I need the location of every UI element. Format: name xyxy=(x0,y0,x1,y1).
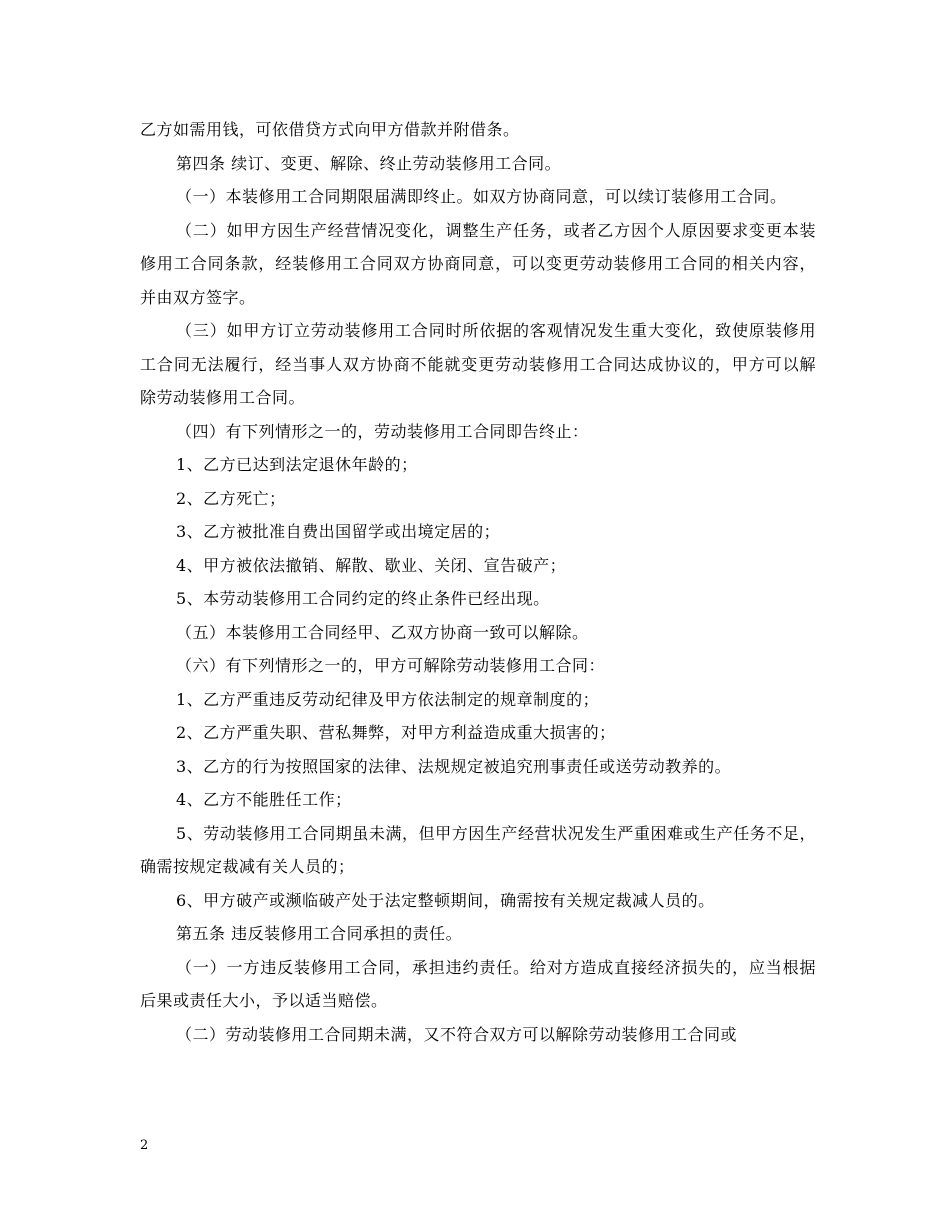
paragraph: （四）有下列情形之一的，劳动装修用工合同即告终止： xyxy=(176,421,589,441)
list-item: 6、甲方破产或濒临破产处于法定整顿期间，确需按有关规定裁减人员的。 xyxy=(176,890,715,910)
list-item: 3、乙方被批准自费出国留学或出境定居的； xyxy=(176,522,501,541)
paragraph: （一）一方违反装修用工合同，承担违约责任。给对方造成直接经济损失的，应当根据后果或责任大小，予以适当赔偿。 xyxy=(140,957,816,1010)
list-item: 5、劳动装修用工合同期虽未满，但甲方因生产经营状况发生严重困难或生产任务不足，确需按规定裁减有关人员的； xyxy=(140,823,816,876)
paragraph: （二）如甲方因生产经营情况变化，调整生产任务，或者乙方因个人原因要求变更本装修用工合同条款，经装修用工合同双方协商同意，可以变更劳动装修用工合同的相关内容，并由双方签字。 xyxy=(140,220,816,307)
list-item: 5、本劳动装修用工合同约定的终止条件已经出现。 xyxy=(176,589,550,608)
paragraph: 乙方如需用钱，可依借贷方式向甲方借款并附借条。 xyxy=(140,120,520,139)
list-item: 4、甲方被依法撤销、解散、歇业、关闭、宣告破产； xyxy=(176,555,567,575)
list-item: 1、乙方严重违反劳动纪律及甲方依法制定的规章制度的； xyxy=(176,689,600,709)
paragraph: （二）劳动装修用工合同期未满，又不符合双方可以解除劳动装修用工合同或 xyxy=(176,1024,738,1044)
paragraph: （三）如甲方订立劳动装修用工合同时所依据的客观情况发生重大变化，致使原装修用工合同无法履行，经当事人双方协商不能就变更劳动装修用工合同达成协议的，甲方可以解除劳动装修用工合同。 xyxy=(140,321,816,407)
paragraph: （一）本装修用工合同期限届满即终止。如双方协商同意，可以续订装修用工合同。 xyxy=(176,187,787,206)
document-body xyxy=(140,113,816,1051)
list-item: 4、乙方不能胜任工作； xyxy=(176,790,352,809)
list-item: 2、乙方死亡； xyxy=(176,488,286,508)
list-item: 3、乙方的行为按照国家的法律、法规规定被追究刑事责任或送劳动教养的。 xyxy=(176,756,732,776)
paragraph: （五）本装修用工合同经甲、乙双方协商一致可以解除。 xyxy=(176,622,589,642)
list-item: 2、乙方严重失职、营私舞弊，对甲方利益造成重大损害的； xyxy=(176,723,616,742)
paragraph: （六）有下列情形之一的，甲方可解除劳动装修用工合同： xyxy=(176,656,606,675)
article-heading: 第四条 续订、变更、解除、终止劳动装修用工合同。 xyxy=(176,153,562,173)
article-heading: 第五条 违反装修用工合同承担的责任。 xyxy=(176,924,463,943)
list-item: 1、乙方已达到法定退休年龄的； xyxy=(176,455,418,474)
page-number: 2 xyxy=(140,1138,149,1153)
